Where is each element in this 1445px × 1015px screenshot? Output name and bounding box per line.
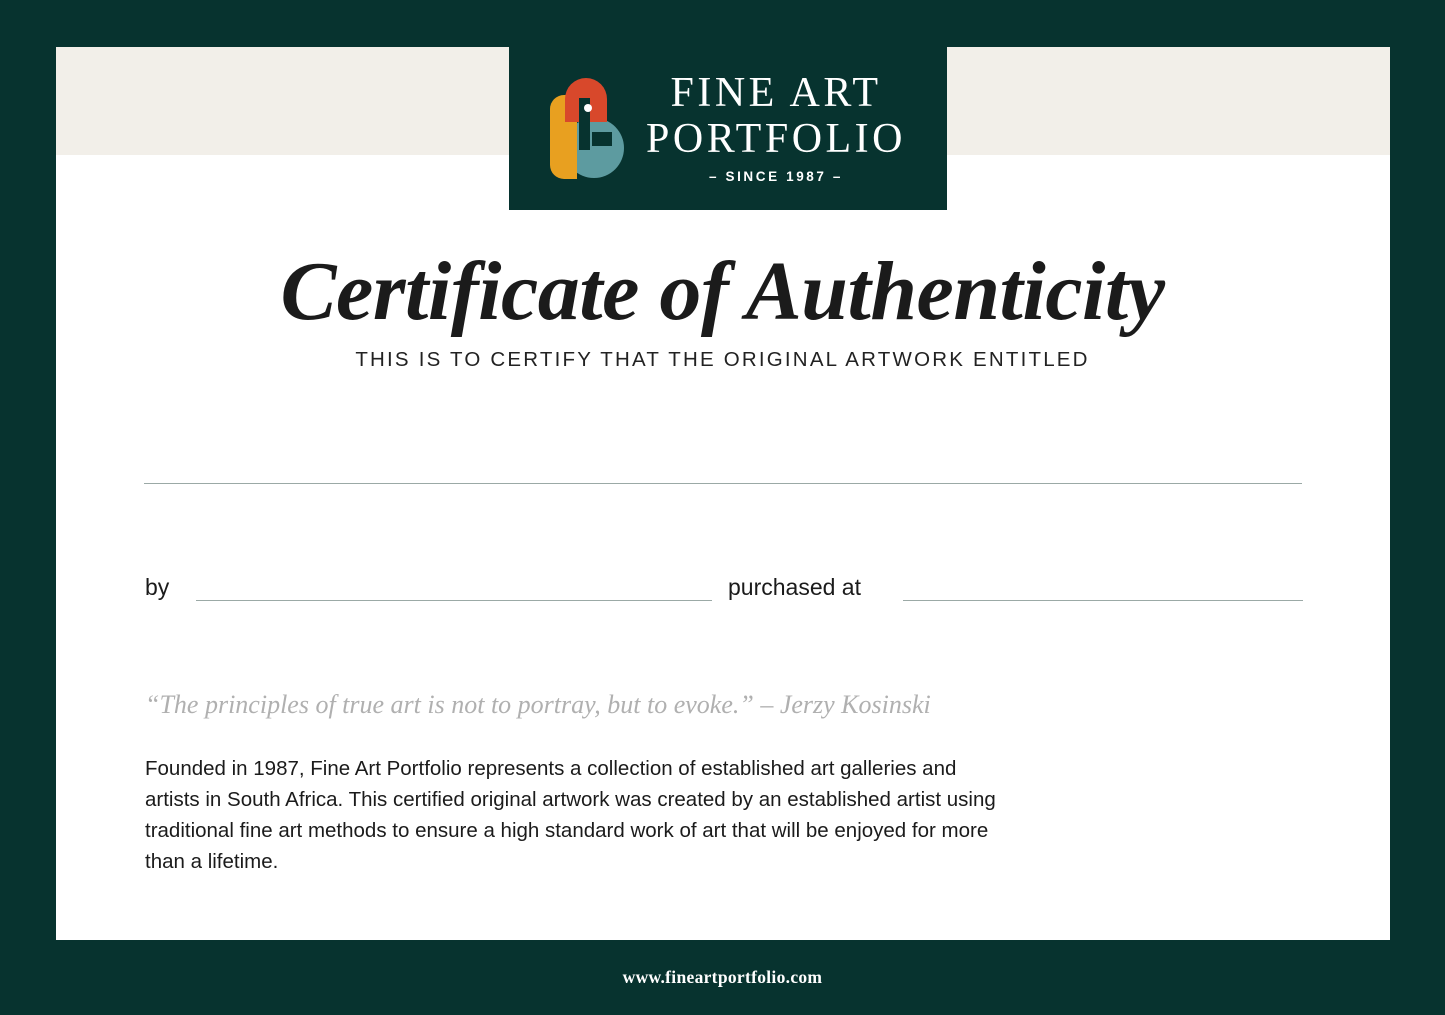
- artwork-title-field-line[interactable]: [144, 483, 1302, 484]
- parrot-logo-icon: [550, 78, 624, 180]
- purchased-at-field-line[interactable]: [903, 600, 1303, 601]
- brand-line-1: FINE ART: [670, 69, 882, 116]
- purchased-at-label: purchased at: [728, 574, 861, 600]
- page-title: Certificate of Authenticity: [280, 245, 1165, 338]
- logo-eye-dot: [584, 104, 592, 112]
- brand-line-2: PORTFOLIO: [646, 115, 906, 162]
- logo-plaque: [509, 47, 947, 210]
- brand-wordmark: [646, 69, 906, 186]
- website-url[interactable]: www.fineartportfolio.com: [622, 967, 823, 987]
- certificate-subtitle: THIS IS TO CERTIFY THAT THE ORIGINAL ARTWORK ENTITLED: [355, 348, 1090, 371]
- artist-name-field-line[interactable]: [196, 600, 712, 601]
- logo-dark-notch: [592, 132, 612, 146]
- by-label: by: [145, 574, 170, 600]
- body-paragraph: Founded in 1987, Fine Art Portfolio represents a collection of established art galleries and artists in South Africa. This certified original artwork was created by an established artist using traditional fine art methods to ensure a high standard work of art that will be enjoyed for more than a lifetime.: [145, 757, 996, 873]
- footer: [0, 940, 1445, 1015]
- quotation-text: “The principles of true art is not to portray, but to evoke.” – Jerzy Kosinski: [145, 690, 931, 719]
- brand-since-label: – SINCE 1987 –: [709, 168, 843, 184]
